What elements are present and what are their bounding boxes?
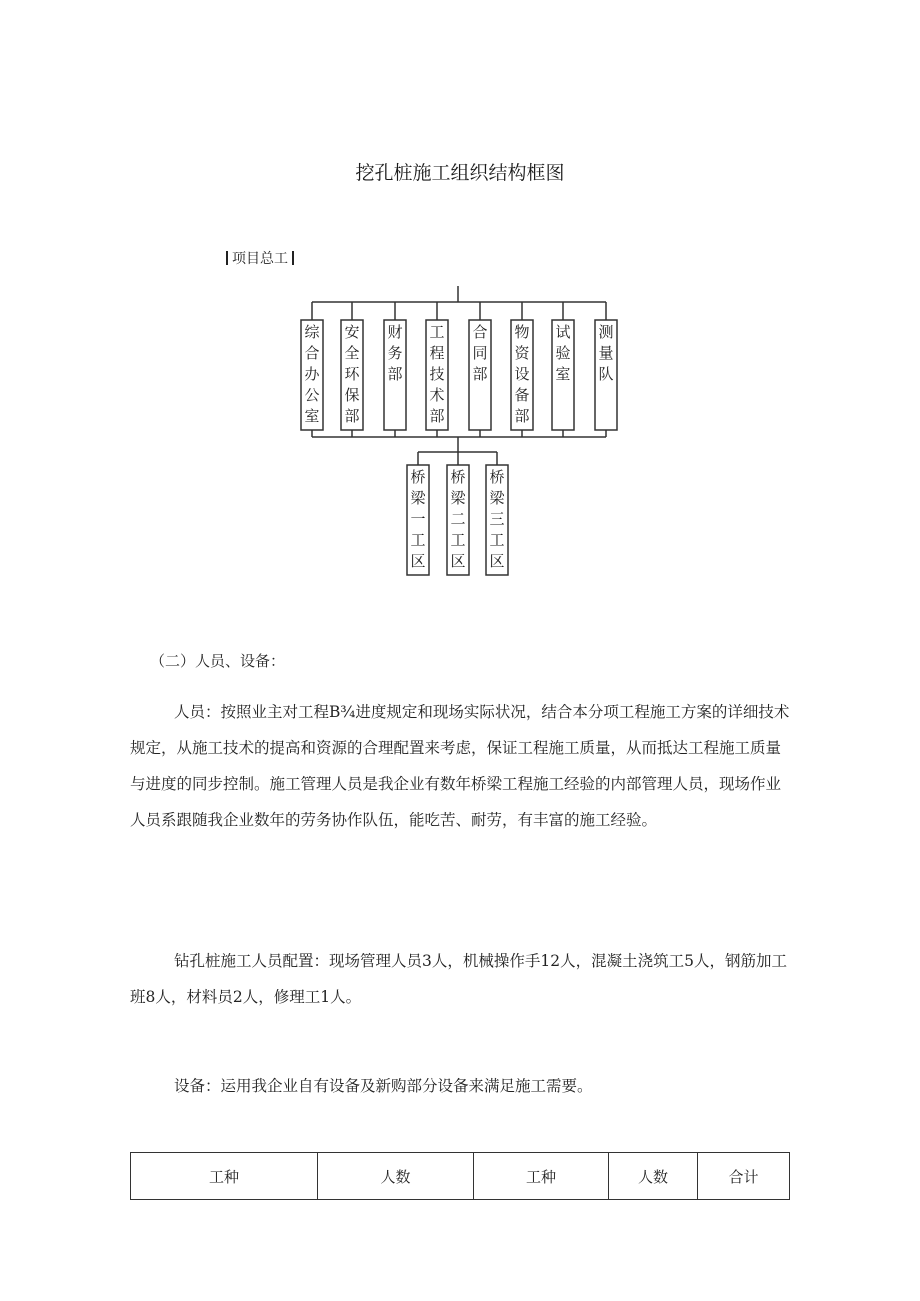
table-header-cell: 人数 <box>318 1153 474 1200</box>
department-label: 测量队 <box>598 323 614 383</box>
department-label: 安全环保部 <box>344 323 360 425</box>
department-label: 物资设备部 <box>514 323 530 425</box>
table-header-row <box>131 1153 790 1200</box>
department-label: 合同部 <box>472 323 488 383</box>
paragraph-personnel: 人员：按照业主对工程B¾进度规定和现场实际状况，结合本分项工程施工方案的详细技术规定，从施工技术的提高和资源的合理配置来考虑，保证工程施工质量，从而抵达工程施工质量与进度的同步控制。施工管理人员是我企业有数年桥梁工程施工经验的内部管理人员，现场作业人员系跟随我企业数年的劳务协作队伍，能吃苦、耐劳，有丰富的施工经验。 <box>130 703 790 829</box>
table-header-cell: 工种 <box>131 1153 318 1200</box>
table-header-cell: 人数 <box>609 1153 698 1200</box>
staff-table <box>130 1152 790 1200</box>
page-title: 挖孔桩施工组织结构框图 <box>355 162 565 184</box>
table-header-cell: 合计 <box>698 1153 790 1200</box>
department-label: 工程技术部 <box>429 323 445 425</box>
org-root-text: 项目总工 <box>232 251 288 267</box>
work-area-label: 桥梁二工区 <box>450 468 466 570</box>
org-chart <box>0 0 920 600</box>
work-area-label: 桥梁一工区 <box>410 468 426 570</box>
department-label: 综合办公室 <box>304 323 320 425</box>
section-heading: （二）人员、设备： <box>150 652 286 670</box>
paragraph-staffing: 钻孔桩施工人员配置：现场管理人员3人，机械操作手12人，混凝土浇筑工5人，钢筋加工班8人，材料员2人，修理工1人。 <box>130 952 787 1006</box>
table-header-cell: 工种 <box>474 1153 609 1200</box>
work-area-label: 桥梁三工区 <box>489 468 505 570</box>
department-label: 财务部 <box>387 323 403 383</box>
department-label: 试验室 <box>555 323 571 383</box>
paragraph-equipment: 设备：运用我企业自有设备及新购部分设备来满足施工需要。 <box>174 1077 593 1095</box>
